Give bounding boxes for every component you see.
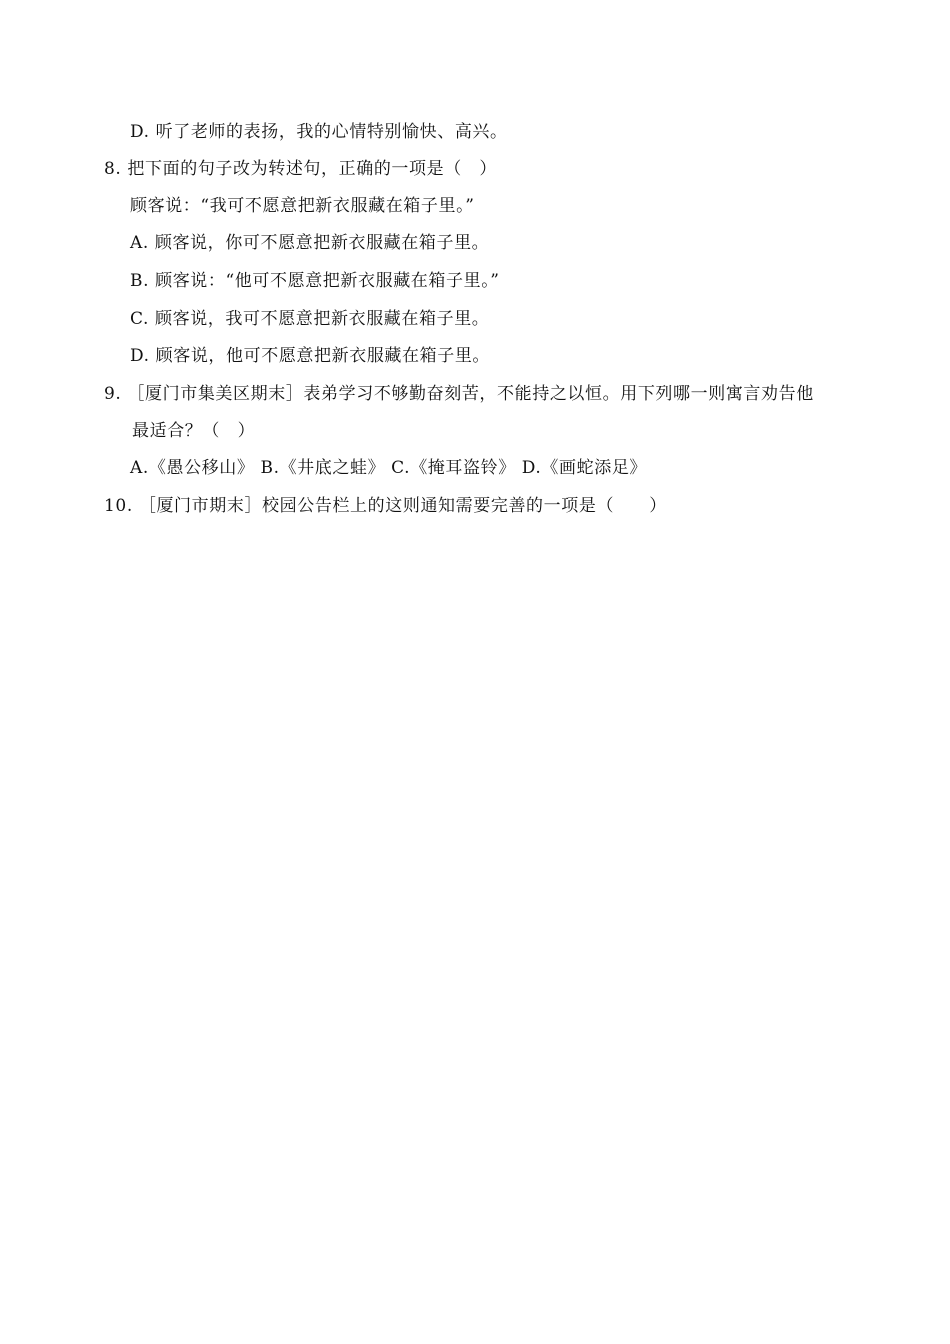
q8-option-d: D. 顾客说，他可不愿意把新衣服藏在箱子里。	[130, 346, 491, 366]
q8-quote: 顾客说：“我可不愿意把新衣服藏在箱子里。”	[130, 196, 475, 216]
q8-option-a: A. 顾客说，你可不愿意把新衣服藏在箱子里。	[130, 233, 490, 253]
q9-options: A.《愚公移山》 B.《井底之蛙》 C.《掩耳盗铃》 D.《画蛇添足》	[130, 458, 648, 478]
q9-stem-line2: 最适合？（ ）	[132, 421, 256, 441]
q8-option-c: C. 顾客说，我可不愿意把新衣服藏在箱子里。	[130, 309, 490, 329]
q7-option-d: D. 听了老师的表扬，我的心情特别愉快、高兴。	[130, 122, 508, 142]
q10-stem: 10. ［厦门市期末］校园公告栏上的这则通知需要完善的一项是（ ）	[104, 496, 667, 516]
q8-stem: 8. 把下面的句子改为转述句，正确的一项是（ ）	[104, 159, 498, 179]
q8-option-b: B. 顾客说：“他可不愿意把新衣服藏在箱子里。”	[130, 271, 500, 291]
q9-stem-line1: 9. ［厦门市集美区期末］表弟学习不够勤奋刻苦，不能持之以恒。用下列哪一则寓言劝告他	[104, 384, 814, 404]
